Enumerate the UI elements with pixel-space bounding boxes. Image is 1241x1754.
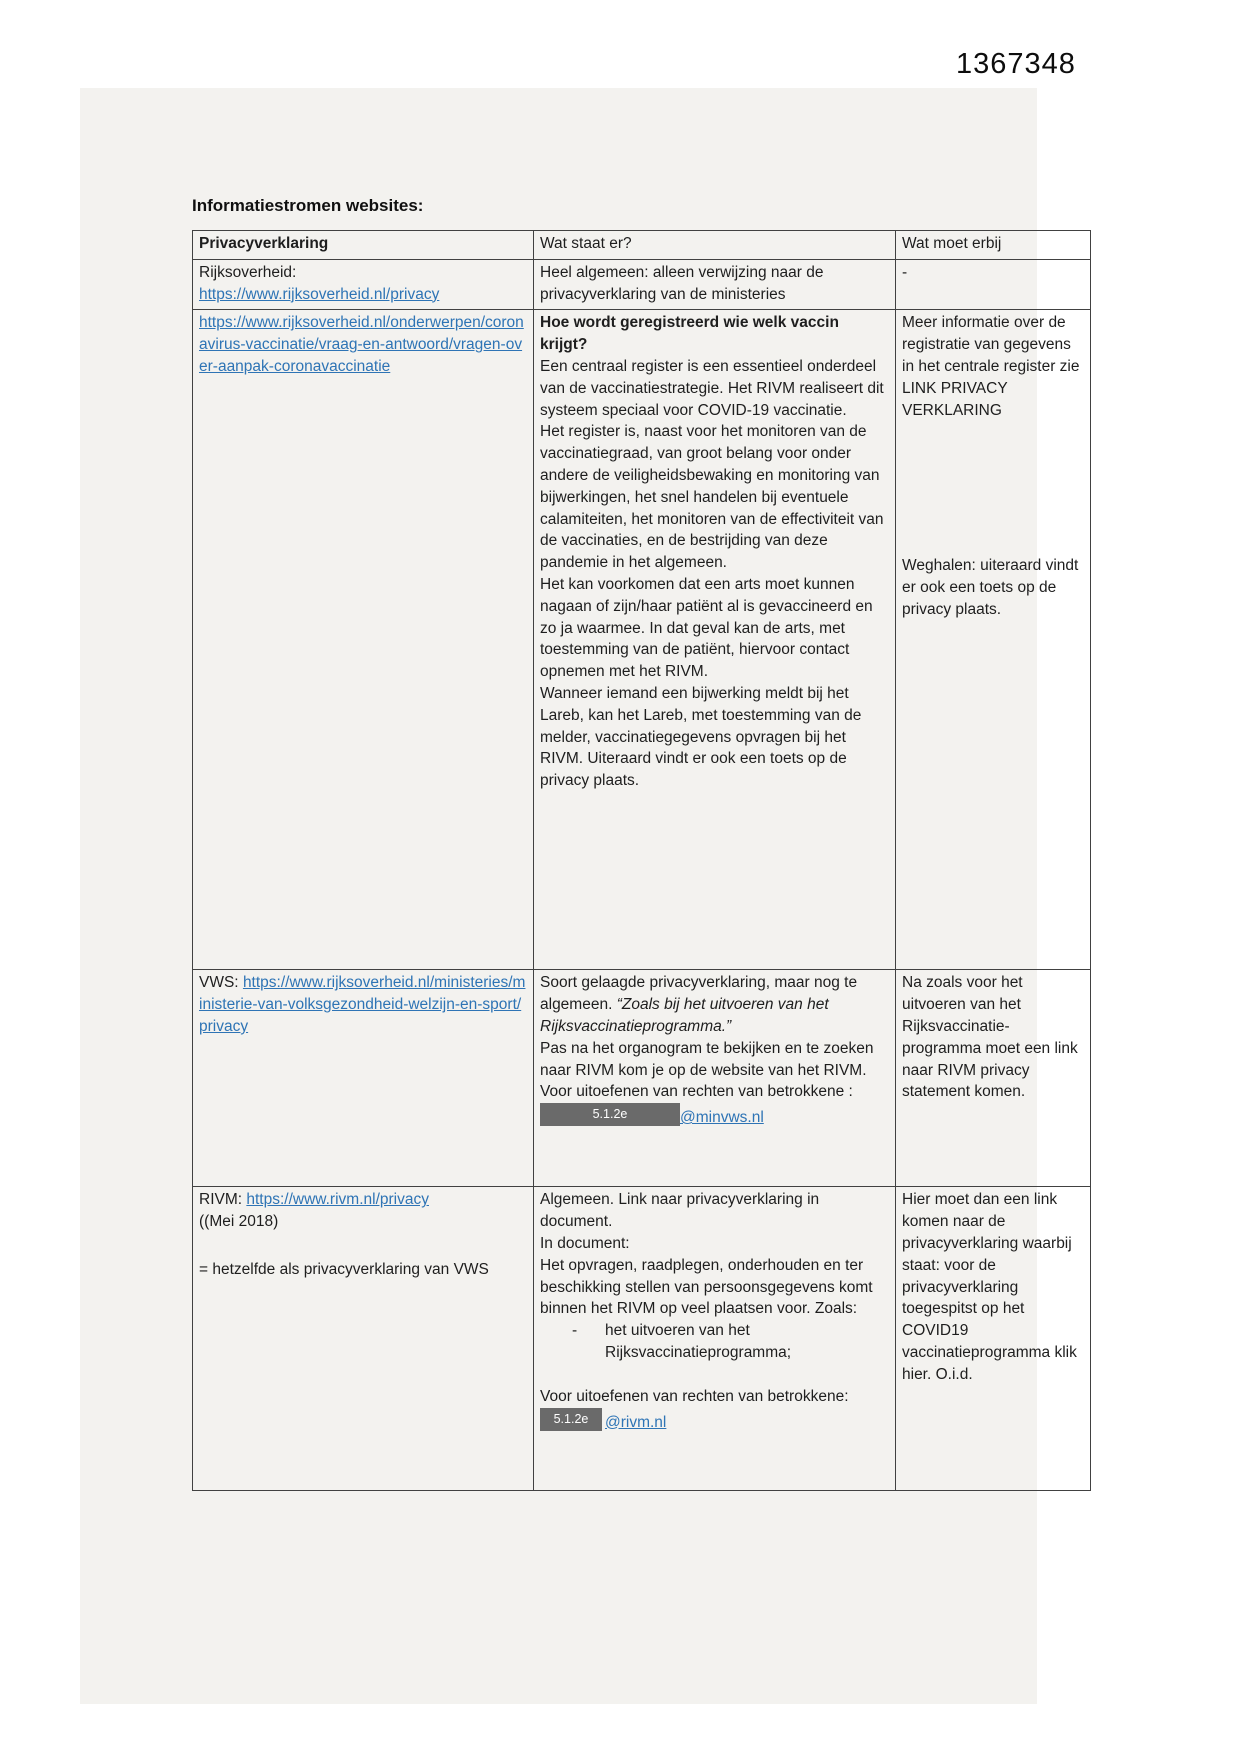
rights-text: Voor uitoefenen van rechten van betrokkene : xyxy=(540,1083,853,1101)
source-label: VWS: xyxy=(199,974,239,992)
header-wat-staat-er: Wat staat er? xyxy=(534,231,896,260)
todo-paragraph: Weghalen: uiteraard vindt er ook een toets op de privacy plaats. xyxy=(902,557,1079,618)
rivm-email-link[interactable]: @rivm.nl xyxy=(605,1413,667,1431)
table-row-rivm xyxy=(193,1187,1091,1491)
redaction-box-5-1-2e: 5.1.2e xyxy=(540,1408,602,1431)
table-header-row xyxy=(193,231,1091,260)
rights-text: Voor uitoefenen van rechten van betrokkene: xyxy=(540,1387,849,1405)
document-number: 1367348 xyxy=(956,48,1076,80)
source-line xyxy=(199,1189,528,1211)
header-wat-moet-erbij: Wat moet erbij xyxy=(896,231,1091,260)
source-cell xyxy=(193,1187,534,1491)
source-cell xyxy=(193,970,534,1187)
what-paragraph xyxy=(540,972,890,1037)
what-cell xyxy=(534,259,896,310)
what-cell xyxy=(534,970,896,1187)
document-content xyxy=(192,196,1090,1491)
coronavaccinatie-link[interactable]: https://www.rijksoverheid.nl/onderwerpen/coronavirus-vaccinatie/vraag-en-antwoord/vragen-over-aanpak-coronavaccinatie xyxy=(199,314,524,375)
todo-cell xyxy=(896,1187,1091,1491)
spacer xyxy=(540,1364,890,1386)
what-paragraph: Algemeen. Link naar privacyverklaring in document. xyxy=(540,1191,820,1231)
rijksoverheid-privacy-link[interactable]: https://www.rijksoverheid.nl/privacy xyxy=(199,285,440,303)
what-cell xyxy=(534,310,896,970)
what-paragraph: Een centraal register is een essentieel onderdeel van de vaccinatiestrategie. Het RIVM realiseert dit systeem speciaal voor COVID-19 vaccinatie. xyxy=(540,357,884,419)
what-cell xyxy=(534,1187,896,1491)
what-paragraph: In document: xyxy=(540,1234,630,1252)
what-paragraph: Pas na het organogram te bekijken en te zoeken naar RIVM kom je op de website van het RIVM. xyxy=(540,1039,874,1079)
source-cell xyxy=(193,310,534,970)
source-cell xyxy=(193,259,534,310)
what-paragraph: Het register is, naast voor het monitoren van de vaccinatiegraad, van groot belang voor onder andere de veiligheidsbewaking en monitoring van bijwerkingen, het snel handelen bij eventuele calamiteiten, het monitoren van de effectiviteit van de vaccinaties, en de bestrijding van deze pandemie in het algemeen. xyxy=(540,423,884,572)
rights-line xyxy=(540,1386,890,1434)
what-quote: “Zoals bij het uitvoeren van het Rijksvaccinatieprogramma.” xyxy=(540,996,829,1035)
bullet-text: het uitvoeren van het Rijksvaccinatieprogramma; xyxy=(605,1322,792,1361)
what-paragraph: Het kan voorkomen dat een arts moet kunnen nagaan of zijn/haar patiënt al is gevaccineerd en zo ja waarmee. In dat geval kan de arts, met toestemming van de patiënt, hiervoor contact opnemen met het RIVM. xyxy=(540,575,873,681)
source-note: = hetzelfde als privacyverklaring van VWS xyxy=(199,1260,489,1278)
bullet-item xyxy=(540,1320,890,1364)
rights-line xyxy=(540,1081,890,1129)
source-note: ((Mei 2018) xyxy=(199,1213,279,1231)
todo-cell xyxy=(896,259,1091,310)
page-title: Informatiestromen websites: xyxy=(192,196,424,215)
source-label: RIVM: xyxy=(199,1191,243,1209)
minvws-email-link[interactable]: @minvws.nl xyxy=(680,1109,764,1127)
what-paragraph: Wanneer iemand een bijwerking meldt bij het Lareb, kan het Lareb, met toestemming van de melder, vaccinatiegegevens opvragen bij het RIVM. Uiteraard vindt er ook een toets op de privacy plaats. xyxy=(540,684,862,790)
todo-cell xyxy=(896,970,1091,1187)
redaction-box-5-1-2e: 5.1.2e xyxy=(540,1103,680,1126)
what-text: Heel algemeen: alleen verwijzing naar de privacyverklaring van de ministeries xyxy=(540,263,824,303)
what-heading: Hoe wordt geregistreerd wie welk vaccin krijgt? xyxy=(540,314,839,354)
table-row-coronavaccinatie xyxy=(193,310,1091,970)
table-row-rijksoverheid xyxy=(193,259,1091,310)
todo-text: Na zoals voor het uitvoeren van het Rijksvaccinatie-programma moet een link naar RIVM privacy statement komen. xyxy=(902,974,1078,1101)
what-paragraph: Het opvragen, raadplegen, onderhouden en ter beschikking stellen van persoonsgegevens komt binnen het RIVM op veel plaatsen voor. Zoals: xyxy=(540,1256,873,1318)
todo-text: - xyxy=(902,263,908,281)
table-row-vws xyxy=(193,970,1091,1187)
header-privacyverklaring: Privacyverklaring xyxy=(193,231,534,260)
todo-paragraph: Meer informatie over de registratie van gegevens in het centrale register zie LINK PRIVACY VERKLARING xyxy=(902,314,1080,419)
source-label: Rijksoverheid: xyxy=(199,263,297,281)
todo-text: Hier moet dan een link komen naar de privacyverklaring waarbij staat: voor de privacyverklaring toegespitst op het COVID19 vaccinatieprogramma klik hier. O.i.d. xyxy=(902,1191,1077,1383)
vws-privacy-link[interactable]: https://www.rijksoverheid.nl/ministeries/ministerie-van-volksgezondheid-welzijn-en-sport/privacy xyxy=(199,974,526,1035)
bullet-marker: - xyxy=(572,1322,578,1340)
info-table xyxy=(192,230,1091,1491)
what-text: Soort gelaagde privacyverklaring, maar nog te algemeen. xyxy=(540,974,858,1014)
rivm-privacy-link[interactable]: https://www.rivm.nl/privacy xyxy=(246,1191,429,1209)
todo-cell xyxy=(896,310,1091,970)
